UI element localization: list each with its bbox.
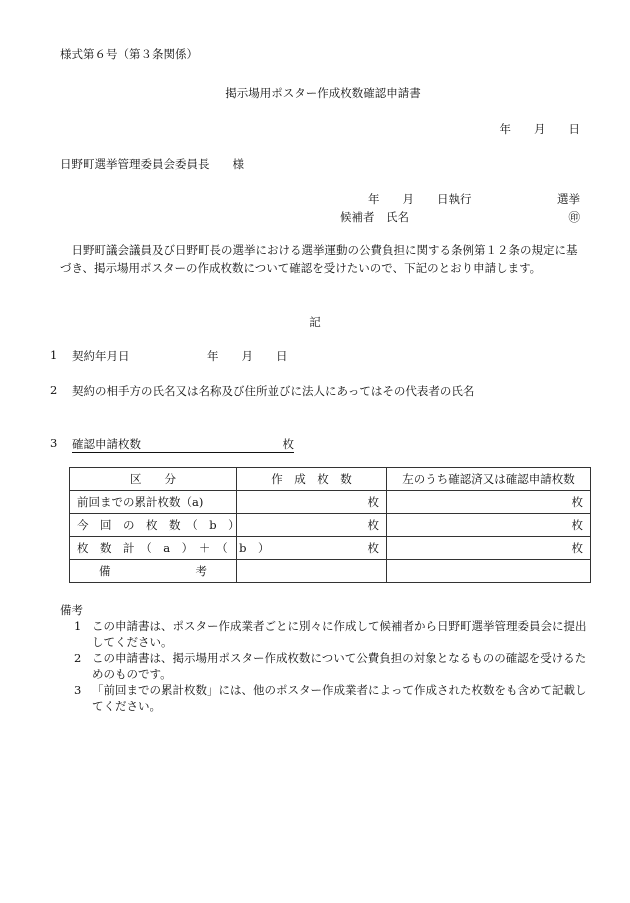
document-title: 掲示場用ポスター作成枚数確認申請書 [225,86,421,100]
addressee: 日野町選挙管理委員会委員長 様 [60,157,244,171]
remarks-cell[interactable] [237,560,387,583]
item1-number: 1 [50,348,58,362]
body-text: 日野町議会議員及び日野町長の選挙における選挙運動の公費負担に関する条例第１２条の規定に基づき、掲示場用ポスターの作成枚数について確認を受けたいので、下記のとおり申請します。 [60,243,578,275]
made-count-cell[interactable]: 枚 [237,514,387,537]
header-made-count: 作 成 枚 数 [237,468,387,491]
row-label: 枚 数 計 （ a ） ＋ （ b ） [70,537,237,560]
confirmed-count-cell[interactable]: 枚 [387,491,591,514]
candidate-name-label: 候補者 氏名 [340,210,409,224]
notes-section [60,602,590,714]
seal-mark: ㊞ [568,210,580,224]
election-date: 年 月 日執行 [368,192,472,206]
row-label: 今 回 の 枚 数 （ b ） [70,514,237,537]
item2-number: 2 [50,383,58,397]
item3-label: 確認申請枚数 [72,437,141,451]
notes-heading: 備考 [60,603,83,617]
form-number: 様式第６号（第３条関係） [60,47,198,61]
application-date: 年 月 日 [499,122,580,136]
table-row-current [70,514,591,537]
note-item: 3 「前回までの累計枚数」には、他のポスター作成業者によって作成された枚数をも含めて記載してください。 [74,683,587,713]
made-count-cell[interactable]: 枚 [237,537,387,560]
header-category: 区 分 [70,468,237,491]
confirmed-count-cell[interactable]: 枚 [387,514,591,537]
row-label: 前回までの累計枚数（a) [70,491,237,514]
item1-label: 契約年月日 [72,349,130,363]
count-table [69,467,591,583]
confirmed-count-cell[interactable]: 枚 [387,537,591,560]
note-item: 1 この申請書は、ポスター作成業者ごとに別々に作成して候補者から日野町選挙管理委員会に提出してください。 [74,619,587,649]
item3-unit: 枚 [282,437,294,451]
table-row-remarks [70,560,591,583]
ki-heading: 記 [309,315,321,329]
table-header-row [70,468,591,491]
item3-number: 3 [50,436,58,450]
table-row-previous [70,491,591,514]
header-confirmed-count: 左のうち確認済又は確認申請枚数 [387,468,591,491]
remarks-label: 備 考 [70,560,237,583]
election-name: 選挙 [557,192,580,206]
made-count-cell[interactable]: 枚 [237,491,387,514]
item2-label: 契約の相手方の氏名又は名称及び住所並びに法人にあってはその代表者の氏名 [72,384,475,398]
item1-date: 年 月 日 [207,349,288,363]
note-item: 2 この申請書は、掲示場用ポスター作成枚数について公費負担の対象となるものの確認を受けるためのものです。 [74,651,587,681]
item3-field [72,436,294,453]
remarks-cell[interactable] [387,560,591,583]
table-row-total [70,537,591,560]
